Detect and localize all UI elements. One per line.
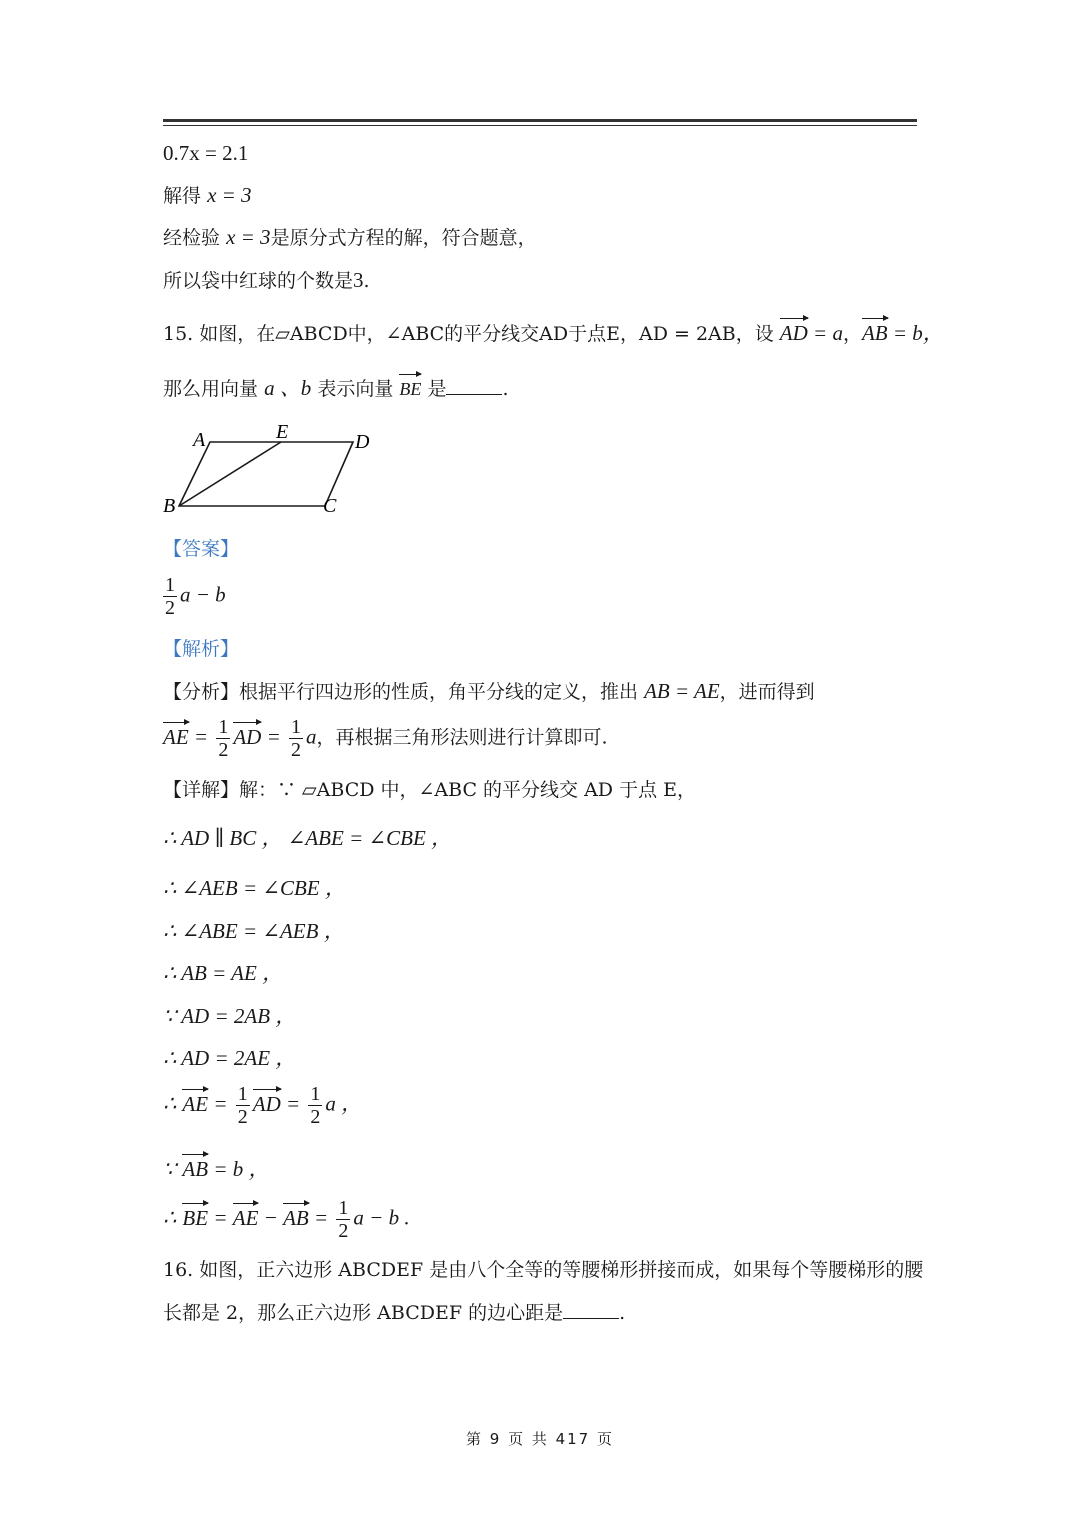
question-15-line2: 那么用向量 a 、b 表示向量 BE 是 . (163, 372, 509, 402)
label-A: A (193, 429, 206, 451)
parallelogram-figure (155, 420, 385, 520)
detail-step1: ∴ AD ∥ BC ， ∠ABE = ∠CBE ， (163, 826, 453, 850)
detail-step9: ∴ BE = AE − AB = $\frac{1}{2}$ a − b . (163, 1197, 410, 1242)
equation-line: 0.7x = 2.1 (163, 141, 249, 165)
conclusion-line: 所以袋中红球的个数是3. (163, 268, 370, 292)
analysis-para2: AE = $\frac{1}{2}$ AD = $\frac{1}{2}$ a，再根据三角形法则进行计算即可. (163, 716, 608, 761)
answer-blank (446, 376, 502, 395)
header-rule-thin (163, 125, 917, 126)
analysis-tag: 【解析】 (163, 638, 240, 660)
question-16-line2: 长都是 2，那么正六边形 ABCDEF 的边心距是 . (163, 1302, 626, 1324)
label-D: D (355, 431, 370, 453)
analysis-para1: 【分析】根据平行四边形的性质，角平分线的定义，推出 AB = AE，进而得到 (163, 679, 815, 703)
answer-blank-16 (563, 1300, 619, 1319)
page-footer: 第 9 页 共 417 页 (465, 1430, 614, 1448)
header-rule-thick (163, 119, 917, 122)
answer-expression: $\frac{1}{2}$ a − b (165, 574, 226, 619)
label-E: E (276, 421, 289, 443)
detail-step2: ∴ ∠AEB = ∠CBE ， (163, 876, 346, 900)
question-15-line1: 15. 如图，在▱ABCD中，∠ABC的平分线交AD于点E，AD = 2AB，设 AD = a，AB = b， (163, 316, 944, 347)
answer-tag: 【答案】 (163, 538, 240, 560)
label-C: C (323, 495, 337, 517)
detail-head: 【详解】解：∵ ▱ABCD 中，∠ABC 的平分线交 AD 于点 E， (163, 779, 696, 801)
question-16-line1: 16. 如图，正六边形 ABCDEF 是由八个全等的等腰梯形拼接而成，如果每个等腰梯形的腰 (163, 1259, 924, 1281)
detail-step8: ∵ AB = b ， (163, 1152, 270, 1183)
label-B: B (163, 495, 176, 517)
detail-step7: ∴ AE = $\frac{1}{2}$ AD = $\frac{1}{2}$ a ， (163, 1083, 363, 1128)
detail-step3: ∴ ∠ABE = ∠AEB ， (163, 919, 345, 943)
solve-line: 解得 x = 3 (163, 183, 252, 207)
check-line: 经检验 x = 3是原分式方程的解，符合题意， (163, 225, 537, 249)
detail-step5: ∵ AD = 2AB ， (163, 1004, 297, 1028)
detail-step4: ∴ AB = AE ， (163, 961, 284, 985)
detail-step6: ∴ AD = 2AE ， (163, 1046, 297, 1070)
